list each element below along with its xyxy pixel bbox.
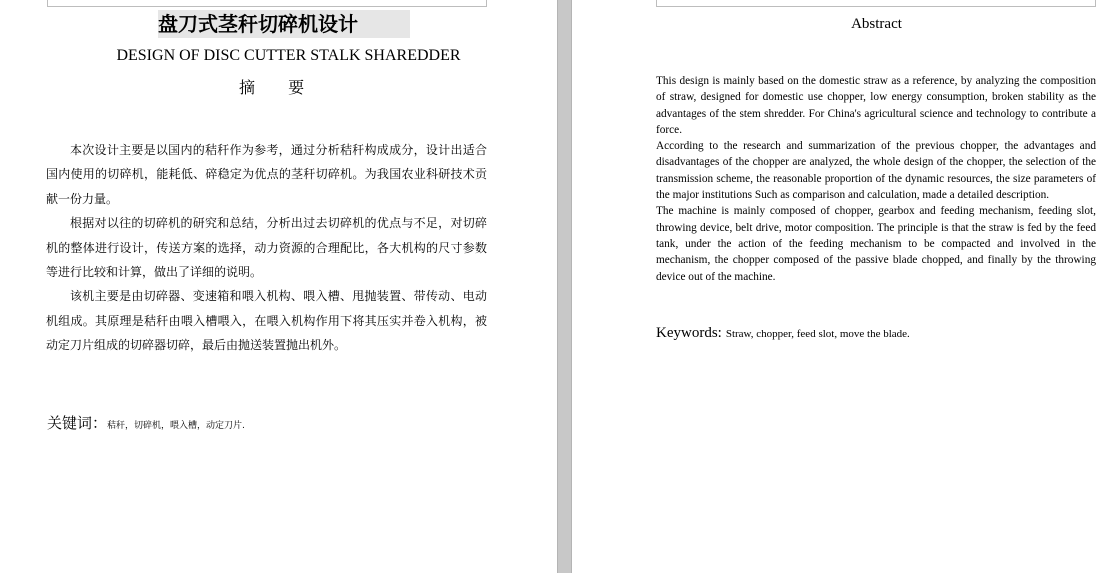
chinese-title[interactable]: 盘刀式茎秆切碎机设计 bbox=[158, 10, 410, 38]
chinese-paragraph: 本次设计主要是以国内的秸秆作为参考，通过分析秸秆构成成分，设计出适合国内使用的切碎机，能耗低、碎稳定为优点的茎秆切碎机。为我国农业科研技术贡献一份力量。 bbox=[46, 143, 487, 206]
page-margin-marker bbox=[656, 0, 1096, 7]
english-paragraph: The machine is mainly composed of chopper, gearbox and feeding mechanism, feeding slot, throwing device, belt drive, motor composition. The principle is that the straw is fed by the feed tank, under the action of the feeding mechanism to be compacted and involved in the mechanism, the chopper composed of the passive blade chopped, and finally by the throwing device out of the machine. bbox=[656, 205, 1096, 283]
chinese-paragraph: 根据对以往的切碎机的研究和总结，分析出过去切碎机的优点与不足，对切碎机的整体进行设计，传送方案的选择，动力资源的合理配比，各大机构的尺寸参数等进行比较和计算，做出了详细的说明。 bbox=[46, 216, 487, 280]
chinese-keywords bbox=[47, 412, 245, 433]
chinese-abstract-body bbox=[46, 138, 487, 358]
page-margin-marker bbox=[47, 0, 487, 7]
chinese-paragraph: 该机主要是由切碎器、变速箱和喂入机构、喂入槽、甩抛装置、带传动、电动机组成。其原理是秸秆由喂入槽喂入，在喂入机构作用下将其压实并卷入机构，被动定刀片组成的切碎器切碎，最后由抛送装置抛出机外。 bbox=[46, 289, 487, 353]
chinese-keywords-label: 关键词： bbox=[47, 414, 108, 432]
english-abstract-body bbox=[656, 73, 1096, 285]
english-paragraph: This design is mainly based on the domestic straw as a reference, by analyzing the composition of straw, designed for domestic use chopper, low energy consumption, broken stability as the advantages of the stem shredder. For China's agricultural science and technology to contribute a force. bbox=[656, 75, 1096, 136]
english-subtitle: DESIGN OF DISC CUTTER STALK SHAREDDER bbox=[116, 47, 461, 64]
english-abstract-heading: Abstract bbox=[851, 16, 902, 32]
page-english-abstract bbox=[572, 0, 1109, 573]
english-keywords-values: Straw, chopper, feed slot, move the blade. bbox=[725, 328, 910, 340]
english-keywords-label: Keywords: bbox=[656, 325, 722, 341]
chinese-keywords-values: 秸秆，切碎机，喂入槽，动定刀片. bbox=[107, 421, 245, 431]
english-paragraph: According to the research and summarization of the previous chopper, the advantages and disadvantages of the chopper are analyzed, the whole design of the chopper, the selection of the transmission scheme, the reasonable proportion of the dynamic resources, the size parameters of the major institutions Such as comparison and calculation, made a detailed description. bbox=[656, 140, 1096, 202]
english-keywords bbox=[656, 324, 910, 342]
page-gutter bbox=[557, 0, 572, 573]
chinese-abstract-heading: 摘 要 bbox=[239, 78, 319, 97]
